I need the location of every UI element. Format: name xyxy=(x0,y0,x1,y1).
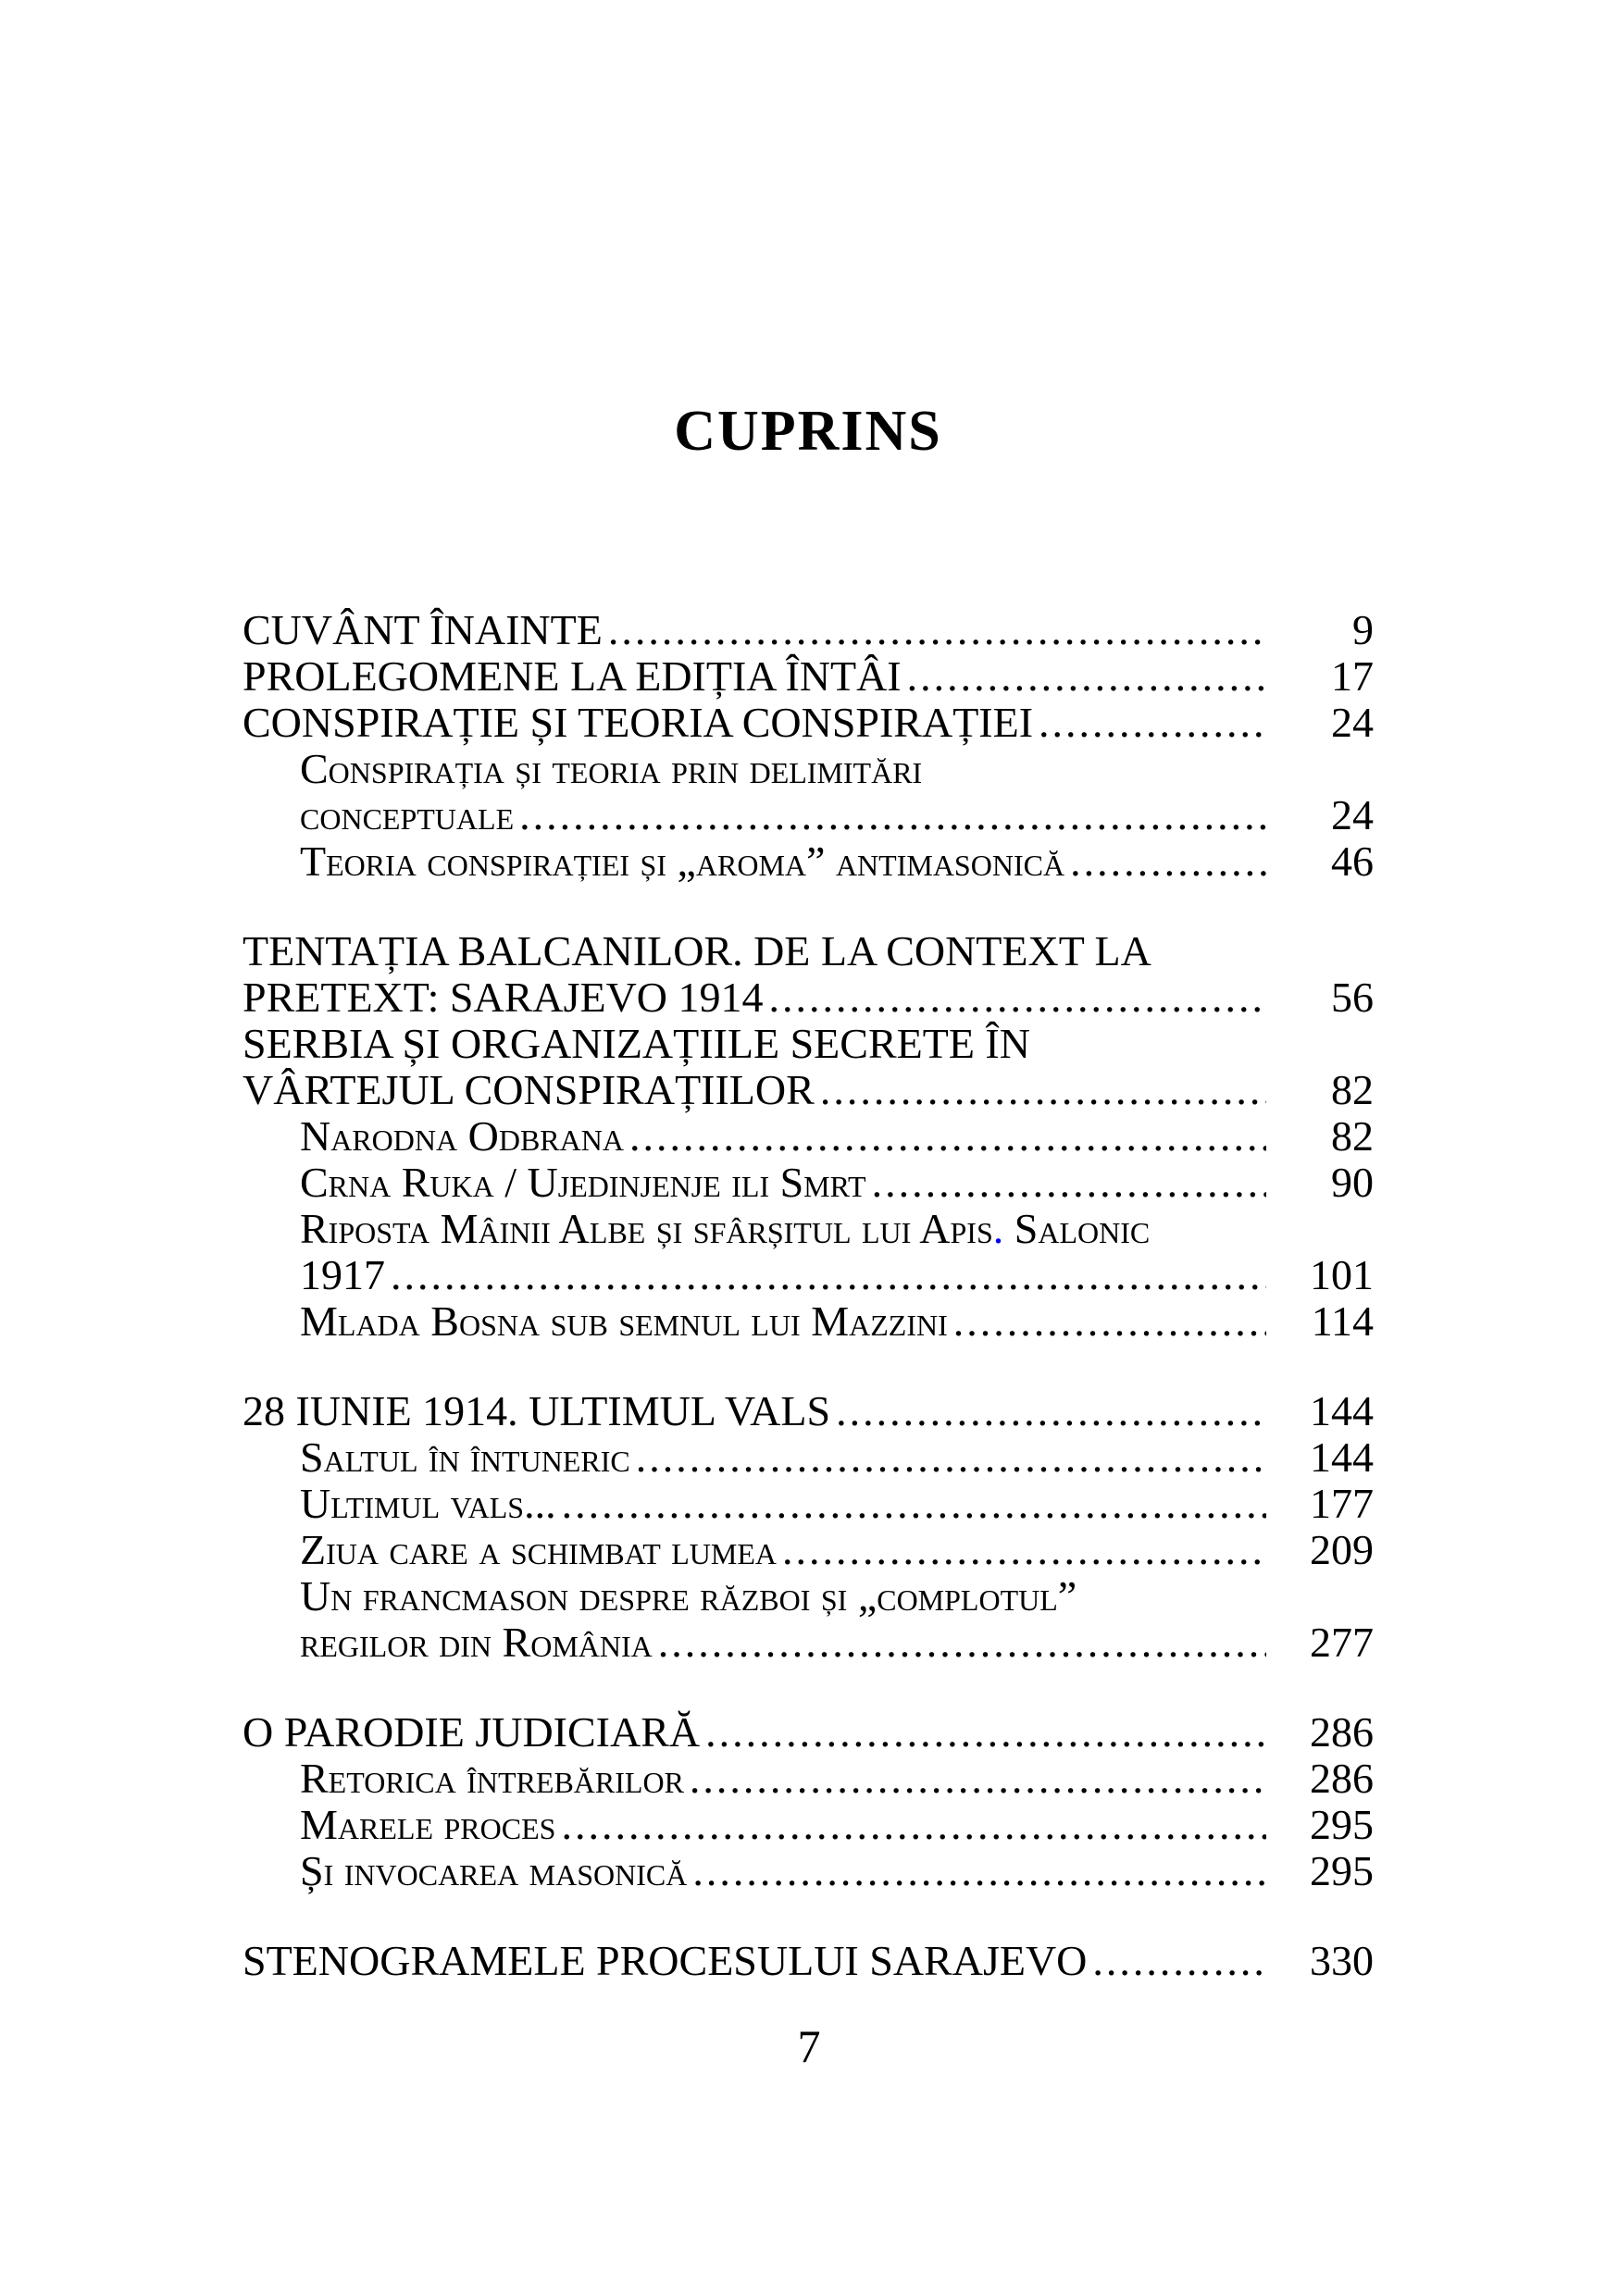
dot-leader xyxy=(769,974,1266,1021)
toc-entry-label: Saltul în întuneric xyxy=(300,1433,630,1481)
dot-leader xyxy=(692,1848,1266,1894)
toc-entry-label: Narodna Odbrana xyxy=(300,1112,624,1160)
toc-entry-label: Un francmason despre război și „complotul” xyxy=(300,1572,1077,1620)
toc-row xyxy=(243,1434,1374,1481)
toc-entry-label: Ziua care a schimbat lumea xyxy=(300,1526,778,1573)
dot-leader xyxy=(1039,700,1266,746)
page-number: 24 xyxy=(1331,791,1374,838)
toc-row xyxy=(243,838,1374,885)
toc-entry-label xyxy=(243,1206,1150,1252)
toc-row xyxy=(243,700,1374,746)
toc-row xyxy=(243,792,1374,838)
toc-row xyxy=(243,746,1374,792)
toc-entry-label: conceptuale xyxy=(300,791,515,838)
toc-row xyxy=(243,1021,1374,1067)
toc-row xyxy=(243,928,1374,974)
page-number: 46 xyxy=(1331,838,1374,885)
toc-row xyxy=(243,1709,1374,1756)
page-number: 177 xyxy=(1310,1480,1374,1527)
dot-leader xyxy=(1070,838,1266,885)
toc-row xyxy=(243,1620,1374,1666)
toc-entry-label: 28 IUNIE 1914. ULTIMUL VALS xyxy=(243,1387,831,1434)
toc-entry-label: CUVÂNT ÎNAINTE xyxy=(243,606,603,653)
dot-leader xyxy=(561,1802,1266,1848)
toc-entry-label: 1917 xyxy=(300,1251,385,1298)
toc-row xyxy=(243,1298,1374,1345)
page-title: CUPRINS xyxy=(674,400,942,463)
toc-entry-label: O PARODIE JUDICIARĂ xyxy=(243,1708,701,1756)
toc-entry-label: PROLEGOMENE LA EDIȚIA ÎNTÂI xyxy=(243,652,902,700)
page-number: 17 xyxy=(1331,652,1374,700)
toc-entry-text: Riposta Mâinii Albe și sfârșitul lui Apis xyxy=(300,1205,993,1252)
toc-entry-label: STENOGRAMELE PROCESULUI SARAJEVO xyxy=(243,1937,1088,1984)
page-number: 330 xyxy=(1310,1937,1374,1984)
toc-entry-label: regilor din România xyxy=(300,1619,653,1666)
toc-row xyxy=(243,1206,1374,1252)
toc-row xyxy=(243,1573,1374,1620)
toc-row xyxy=(243,1160,1374,1206)
dot-leader xyxy=(907,653,1266,700)
toc-entry-label: Marele proces xyxy=(300,1801,556,1848)
toc-entry-label: Conspirația și teoria prin delimitări xyxy=(300,745,923,792)
page-number: 82 xyxy=(1331,1066,1374,1113)
page-number: 286 xyxy=(1310,1708,1374,1756)
dot-leader xyxy=(690,1756,1266,1802)
toc-row xyxy=(243,653,1374,700)
toc-row xyxy=(243,1481,1374,1527)
toc-entry-label: PRETEXT: SARAJEVO 1914 xyxy=(243,974,764,1021)
dot-leader xyxy=(820,1067,1266,1113)
link-dot: . xyxy=(992,1205,1004,1252)
toc-entry-label: Ultimul vals... xyxy=(300,1480,556,1527)
toc-row xyxy=(243,1802,1374,1848)
toc-row xyxy=(243,1938,1374,1984)
page-number: 286 xyxy=(1310,1755,1374,1802)
toc-entry-label: Crna Ruka / Ujedinjenje ili Smrt xyxy=(300,1159,866,1206)
toc-entry-label: CONSPIRAȚIE ȘI TEORIA CONSPIRAȚIEI xyxy=(243,699,1034,746)
toc-entry-label: TENTAȚIA BALCANILOR. DE LA CONTEXT LA xyxy=(243,927,1151,974)
page-number: 9 xyxy=(1352,606,1374,653)
toc-row xyxy=(243,1388,1374,1434)
dot-leader xyxy=(391,1252,1266,1298)
toc-entry-label: Mlada Bosna sub semnul lui Mazzini xyxy=(300,1297,948,1345)
dot-leader xyxy=(782,1527,1266,1573)
dot-leader xyxy=(629,1113,1266,1160)
page-number: 209 xyxy=(1310,1526,1374,1573)
dot-leader xyxy=(608,607,1266,653)
dot-leader xyxy=(705,1709,1266,1756)
toc-entry-text: Salonic xyxy=(1003,1205,1151,1252)
toc-row xyxy=(243,1113,1374,1160)
toc-entry-label: SERBIA ȘI ORGANIZAȚIILE SECRETE ÎN xyxy=(243,1020,1030,1067)
page-number: 295 xyxy=(1310,1847,1374,1894)
page-number: 82 xyxy=(1331,1112,1374,1160)
page-number: 295 xyxy=(1310,1801,1374,1848)
toc-entry-label: VÂRTEJUL CONSPIRAȚIILOR xyxy=(243,1066,815,1113)
dot-leader xyxy=(658,1620,1266,1666)
dot-leader xyxy=(1092,1938,1266,1984)
page-number: 144 xyxy=(1310,1433,1374,1481)
page-number: 24 xyxy=(1331,699,1374,746)
dot-leader xyxy=(953,1298,1266,1345)
dot-leader xyxy=(872,1160,1266,1206)
dot-leader xyxy=(836,1388,1266,1434)
toc-entry-label: Retorica întrebărilor xyxy=(300,1755,684,1802)
toc-entry-label: Teoria conspirației și „aroma” antimasonică xyxy=(300,838,1065,885)
page-number: 277 xyxy=(1310,1619,1374,1666)
dot-leader xyxy=(562,1481,1266,1527)
page-number: 144 xyxy=(1310,1387,1374,1434)
dot-leader xyxy=(519,792,1266,838)
toc-row xyxy=(243,607,1374,653)
page-number: 90 xyxy=(1331,1159,1374,1206)
toc-row xyxy=(243,1252,1374,1298)
table-of-contents xyxy=(243,607,1374,1984)
page-number-footer: 7 xyxy=(797,2020,821,2072)
dot-leader xyxy=(636,1434,1266,1481)
toc-entry-label: Și invocarea masonică xyxy=(300,1847,688,1894)
toc-row xyxy=(243,1756,1374,1802)
toc-row xyxy=(243,1527,1374,1573)
toc-row xyxy=(243,1067,1374,1113)
page-number: 114 xyxy=(1311,1297,1374,1345)
toc-row xyxy=(243,1848,1374,1894)
toc-row xyxy=(243,974,1374,1021)
page-number: 56 xyxy=(1331,974,1374,1021)
page-number: 101 xyxy=(1310,1251,1374,1298)
